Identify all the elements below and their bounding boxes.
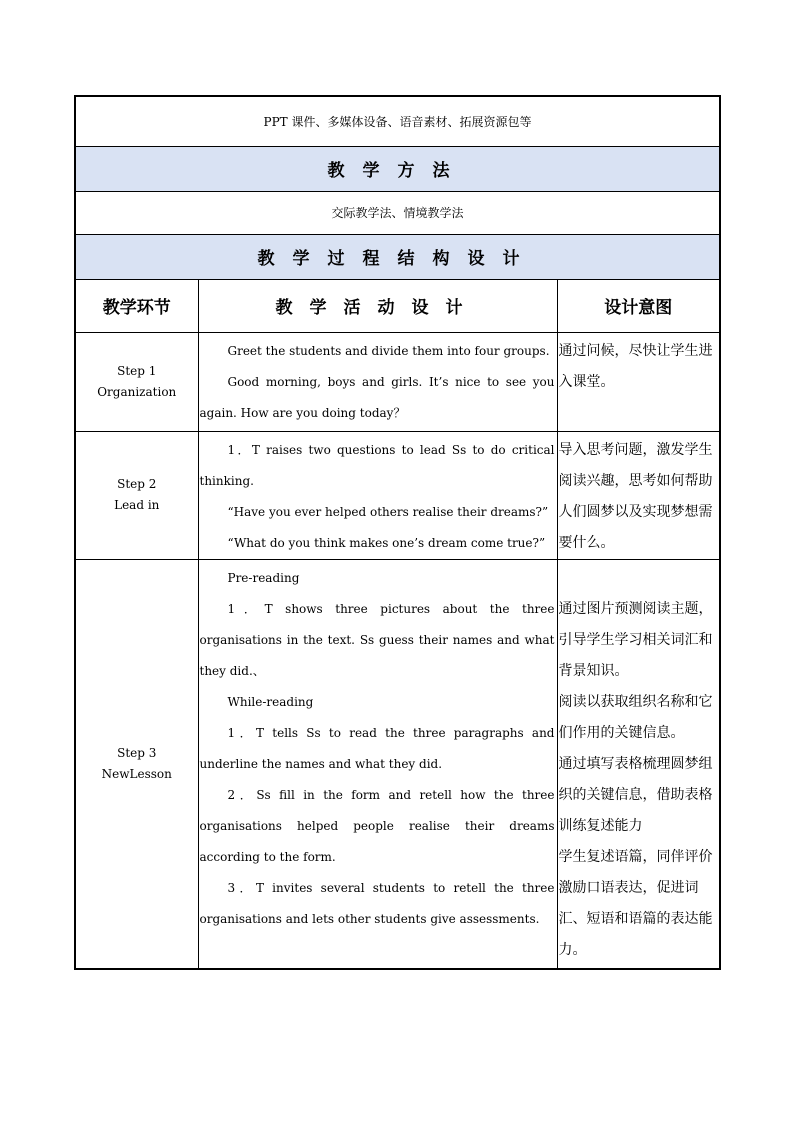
methods-title-row <box>75 146 720 191</box>
activity-cell <box>198 559 557 969</box>
process-title-row <box>75 234 720 279</box>
step-number: Step 2 <box>117 477 157 491</box>
intent-text: 通过图片预测阅读主题，引导学生学习相关词汇和背景知识。 <box>558 600 713 679</box>
activity-line: 1．T raises two questions to lead Ss to do critical thinking. <box>199 442 555 488</box>
teaching-methods: 交际教学法、情境教学法 <box>75 191 720 234</box>
step-name: NewLesson <box>101 766 172 781</box>
step-cell <box>75 559 198 969</box>
intent-text: 阅读以获取组织名称和它们作用的关键信息。 <box>558 693 713 741</box>
activity-line: Greet the students and divide them into four groups. <box>227 343 550 358</box>
step-number: Step 1 <box>117 363 157 378</box>
activity-line: 1．T shows three pictures about the three organisations in the text. Ss guess their names and what they did.、 <box>199 601 555 678</box>
teaching-resources: PPT 课件、多媒体设备、语音素材、拓展资源包等 <box>75 96 720 146</box>
intent-cell <box>557 431 720 559</box>
column-header-row <box>75 279 720 332</box>
table-row <box>75 559 720 969</box>
intent-cell <box>557 332 720 431</box>
step-cell <box>75 431 198 559</box>
activity-line: “What do you think makes one’s dream come true?” <box>227 535 546 550</box>
activity-line: Good morning, boys and girls. It’s nice to see you again. How are you doing today？ <box>199 374 555 420</box>
activity-cell <box>198 332 557 431</box>
resources-row <box>75 96 720 146</box>
activity-cell <box>198 431 557 559</box>
intent-text: 导入思考问题，激发学生阅读兴趣，思考如何帮助人们圆梦以及实现梦想需要什么。 <box>558 441 713 551</box>
activity-line: While-reading <box>227 694 314 709</box>
intent-text: 学生复述语篇，同伴评价激励口语表达，促进词汇、短语和语篇的表达能力。 <box>558 848 713 958</box>
process-title: 教学过程结构设计 <box>75 234 720 279</box>
header-activity: 教学活动设计 <box>198 279 557 332</box>
activity-line: 3．T invites several students to retell the three organisations and lets other students give assessments. <box>199 880 555 926</box>
step-number: Step 3 <box>117 745 157 760</box>
intent-text: 通过填写表格梳理圆梦组织的关键信息，借助表格训练复述能力 <box>558 755 713 834</box>
activity-line: 1．T tells Ss to read the three paragraphs and underline the names and what they did. <box>199 725 555 771</box>
activity-line: “Have you ever helped others realise their dreams?” <box>227 504 549 519</box>
intent-text: 通过问候，尽快让学生进入课堂。 <box>558 342 713 390</box>
activity-line: Pre-reading <box>227 570 300 585</box>
methods-row <box>75 191 720 234</box>
header-intent: 设计意图 <box>557 279 720 332</box>
activity-line: 2．Ss fill in the form and retell how the three organisations helped people realise their dreams according to the form. <box>199 787 555 864</box>
table-row <box>75 431 720 559</box>
step-cell <box>75 332 198 431</box>
lesson-plan-table <box>74 95 721 970</box>
header-stage: 教学环节 <box>75 279 198 332</box>
step-name: Lead in <box>114 498 160 512</box>
step-name: Organization <box>97 384 177 399</box>
methods-title: 教学方法 <box>75 146 720 191</box>
table-row <box>75 332 720 431</box>
intent-cell <box>557 559 720 969</box>
